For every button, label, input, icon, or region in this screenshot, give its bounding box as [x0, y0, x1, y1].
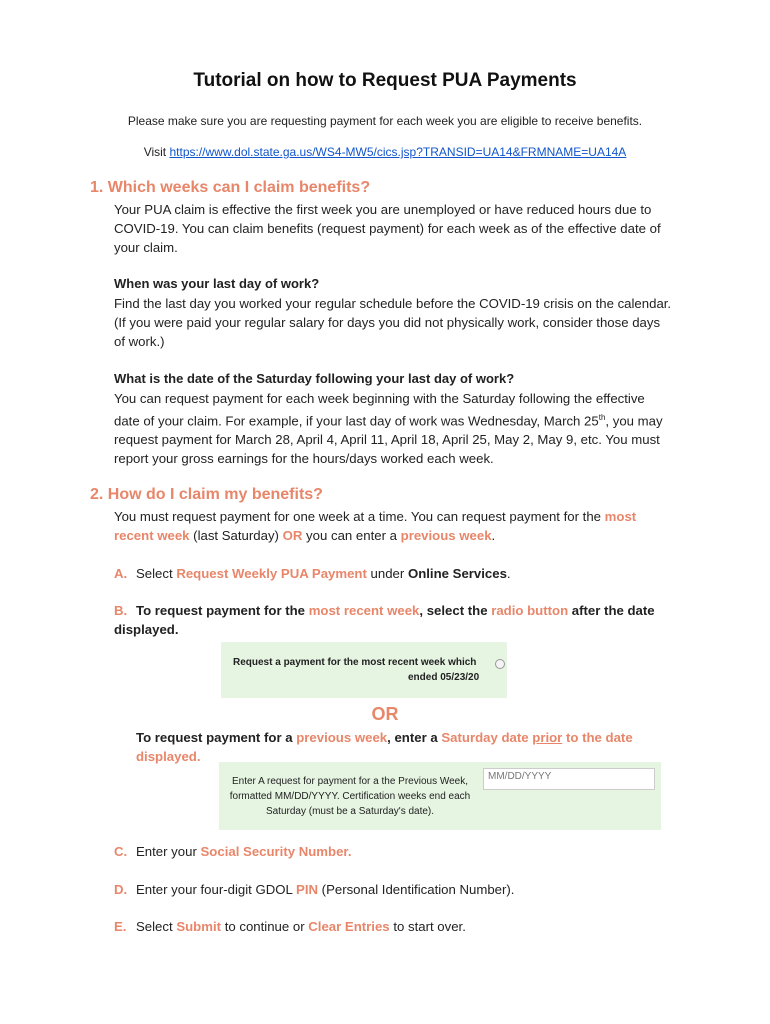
step-e: E. Select Submit to continue or Clear Entries to start over. [114, 919, 466, 934]
recent-week-label: Request a payment for the most recent week which [233, 657, 477, 668]
last-day-answer: Find the last day you worked your regular schedule before the COVID-19 crisis on the calendar. (If you were paid your regular salary for days you did not physically work, consider those days of work.) [114, 296, 672, 349]
recent-week-date: ended 05/23/20 [408, 672, 480, 683]
saturday-question: What is the date of the Saturday following your last day of work? [114, 371, 515, 386]
recent-week-panel [221, 642, 507, 698]
or-divider: OR [371, 704, 399, 724]
section2-intro: You must request payment for one week at a time. You can request payment for the most recent week (last Saturday) OR you can enter a previous week. [114, 509, 637, 543]
step-d: D. Enter your four-digit GDOL PIN (Personal Identification Number). [114, 882, 515, 897]
section1-heading: 1. Which weeks can I claim benefits? [90, 179, 371, 196]
recent-week-radio[interactable] [495, 659, 505, 669]
intro-text: Please make sure you are requesting payment for each week you are eligible to receive benefits. [127, 114, 643, 128]
previous-week-panel [219, 762, 661, 830]
dol-link[interactable]: https://www.dol.state.ga.us/WS4-MW5/cics.jsp?TRANSID=UA14&FRMNAME=UA14A [169, 145, 627, 159]
visit-line [0, 145, 770, 159]
previous-week-instructions: Enter A request for payment for a the Previous Week, formatted MM/DD/YYYY. Certification weeks end each Saturday (must be a Saturday's date). [229, 776, 471, 817]
section2-heading: 2. How do I claim my benefits? [90, 486, 323, 503]
page-title: Tutorial on how to Request PUA Payments [193, 70, 577, 91]
last-day-question: When was your last day of work? [114, 276, 320, 291]
saturday-answer: You can request payment for each week beginning with the Saturday following the effective date of your claim. For example, if your last day of work was Wednesday, March 25th, you may request payment for March 28, April 4, April 11, April 18, April 25, May 2, May 9, etc. You must report your gross earnings for the hours/days worked each week. [114, 391, 663, 467]
step-b-previous: To request payment for a previous week, enter a Saturday date prior to the date displayed. [136, 730, 633, 764]
step-a: A. Select Request Weekly PUA Payment under Online Services. [114, 566, 511, 581]
previous-week-date-input[interactable]: MM/DD/YYYY [483, 768, 655, 790]
visit-label: Visit [143, 145, 167, 159]
section1-body: Your PUA claim is effective the first week you are unemployed or have reduced hours due to COVID-19. You can claim benefits (request payment) for each week as of the effective date of your claim. [114, 202, 661, 255]
step-b: B. To request payment for the most recent week, select the radio button after the date displayed. [114, 603, 655, 637]
step-c: C. Enter your Social Security Number. [114, 844, 352, 859]
